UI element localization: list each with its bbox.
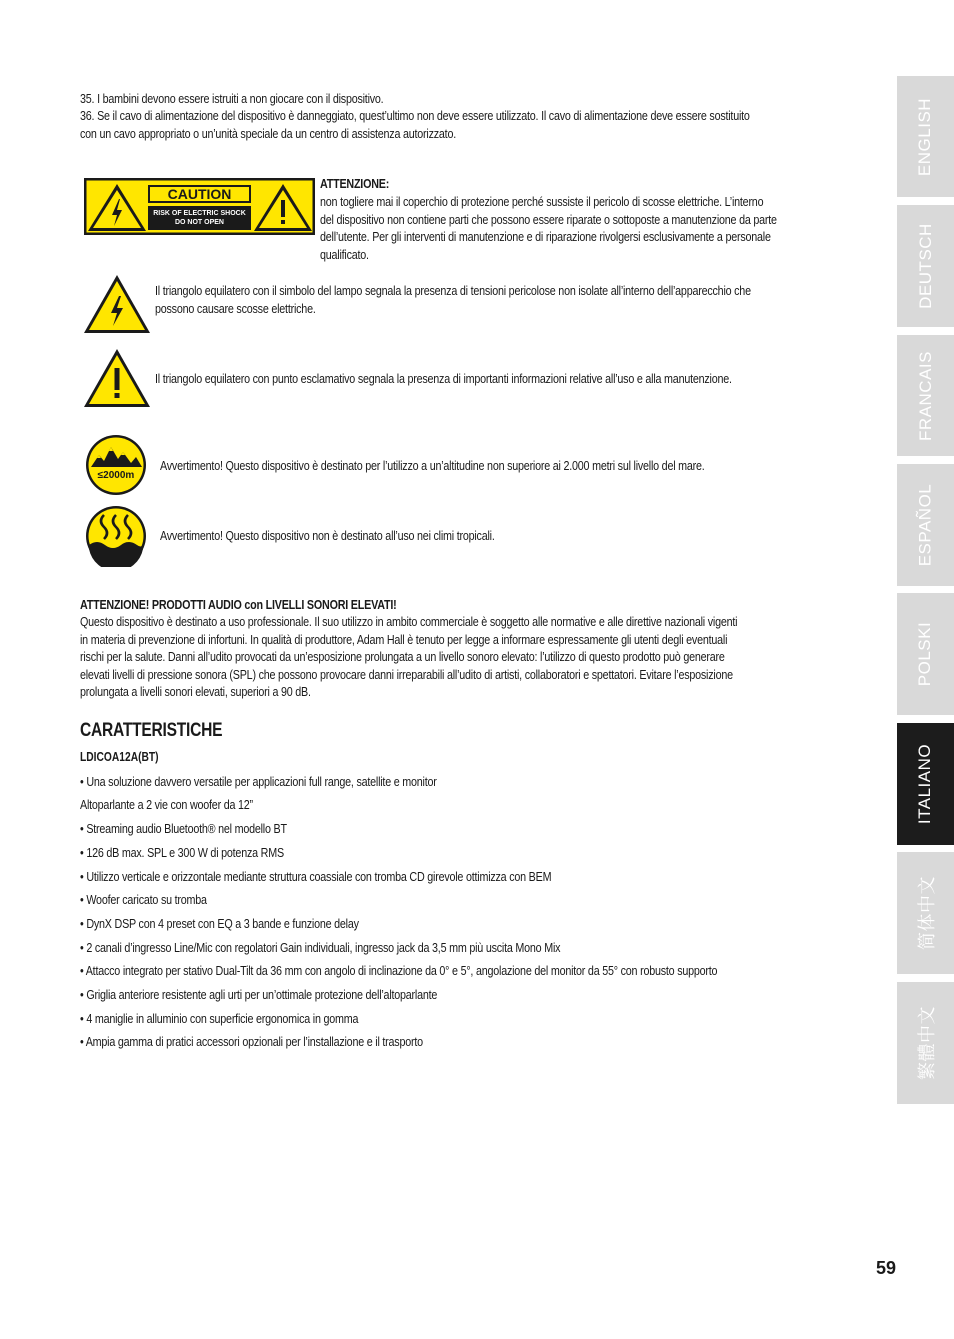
spl-line: prolungata a livelli sonori elevati, superiori a 90 dB. [80,685,311,700]
tab-label: ITALIANO [915,743,935,825]
item-36-line1: 36. Se il cavo di alimentazione del dispositivo è danneggiato, quest’ultimo non deve essere utilizzato. Il cavo di alimentazione deve essere sostituito [80,109,750,123]
item-35: 35. I bambini devono essere istruiti a non giocare con il dispositivo. [80,92,384,106]
tab-polski[interactable] [897,593,954,715]
feature-item: • Woofer caricato su tromba [80,893,207,907]
tab-italiano[interactable] [897,723,954,845]
spl-title: ATTENZIONE! PRODOTTI AUDIO con LIVELLI SONORI ELEVATI! [80,598,397,612]
caution-label [84,178,315,235]
spl-line: rischi per la salute. Danni all’udito provocati da un’esposizione prolungata a un livello sonoro elevato: l’utilizzo di questo prodotto può generare [80,650,725,665]
attention-line: qualificato. [320,247,369,262]
tab-english[interactable] [897,76,954,197]
feature-item: • Streaming audio Bluetooth® nel modello BT [80,822,287,836]
tab-label: ESPAÑOL [915,483,935,567]
attention-body [320,194,870,264]
tropical-note: Avvertimento! Questo dispositivo non è destinato all’uso nei climi tropicali. [160,529,495,543]
attention-line: non togliere mai il coperchio di protezione perché sussiste il pericolo di scosse elettriche. L’interno [320,195,764,209]
tab-label: FRANCAIS [915,350,935,441]
lightning-note-line1: Il triangolo equilatero con il simbolo del lampo segnala la presenza di tensioni pericolose non isolate all’interno dell’apparecchio che [155,284,751,298]
feature-item: • 126 dB max. SPL e 300 W di potenza RMS [80,846,284,860]
tab-label: POLSKI [915,621,935,687]
attention-line: del dispositivo non contiene parti che possono essere riparate o sottoposte a manutenzione da parte [320,212,777,227]
features-heading: CARATTERISTICHE [80,720,223,741]
tab-traditional-chinese[interactable] [897,982,954,1104]
feature-item: Altoparlante a 2 vie con woofer da 12” [80,798,253,812]
model-name: LDICOA12A(BT) [80,750,159,764]
tab-deutsch[interactable] [897,205,954,327]
lightning-note-line2: possono causare scosse elettriche. [155,301,316,316]
feature-item: • Ampia gamma di pratici accessori opzionali per l’installazione e il trasporto [80,1035,423,1049]
caution-line2: DO NOT OPEN [174,219,224,226]
spl-line: Questo dispositivo è destinato a uso professionale. Il suo utilizzo in ambito commerciale è soggetto alle normative e alle direttive nazionali vigenti [80,615,738,629]
exclamation-warning-icon [83,348,151,408]
caution-title: CAUTION [167,186,232,202]
tab-label: ENGLISH [915,97,935,176]
item-36-line2: con un cavo appropriato o un’unità speciale da un centro di assistenza autorizzato. [80,127,456,141]
lightning-warning-icon [83,274,151,334]
tropical-climate-icon [85,505,147,567]
tab-francais[interactable] [897,335,954,456]
attention-line: dell’utente. Per gli interventi di manutenzione e di riparazione rivolgersi esclusivamente a personale [320,230,771,245]
feature-item: • 4 maniglie in alluminio con superficie ergonomica in gomma [80,1012,359,1026]
feature-item: • 2 canali d’ingresso Line/Mic con regolatori Gain individuali, ingresso jack da 3,5 mm più uscita Mono Mix [80,941,561,955]
tab-simplified-chinese[interactable] [897,852,954,974]
feature-item: • Attacco integrato per stativo Dual-Tilt da 36 mm con angolo di inclinazione da 0° e 5°, angolazione del monitor da 55° con robusto supporto [80,964,718,978]
spl-line: elevati livelli di pressione sonora (SPL) che possono provocare danni irreparabili all’udito di artisti, collaboratori e spettatori. Evitare l’esposizione [80,667,733,682]
exclamation-note: Il triangolo equilatero con punto esclamativo segnala la presenza di importanti informazioni relative all’uso e alla manutenzione. [155,372,732,386]
lightning-note [155,283,886,318]
spl-line: in materia di prevenzione di infortuni. In qualità di produttore, Adam Hall è tenuto per legge a informare espressamente gli utenti degli eventuali [80,632,728,647]
feature-item: • DynX DSP con 4 preset con EQ a 3 bande e funzione delay [80,917,359,931]
feature-item: • Griglia anteriore resistente agli urti per un’ottimale protezione dell’altoparlante [80,988,438,1002]
tab-label: DEUTSCH [915,223,935,309]
caution-line1: RISK OF ELECTRIC SHOCK [153,210,246,217]
altitude-icon [85,434,147,496]
tab-label: 简体中文 [916,876,938,950]
tab-espanol[interactable] [897,464,954,586]
altitude-icon-label: ≤2000m [97,470,135,481]
page-number: 59 [875,1258,896,1278]
tab-label: 繁體中文 [916,1006,938,1080]
feature-item: • Una soluzione davvero versatile per applicazioni full range, satellite e monitor [80,775,437,789]
spl-body [80,614,868,702]
altitude-note: Avvertimento! Questo dispositivo è destinato per l’utilizzo a un’altitudine non superiore ai 2.000 metri sul livello del mare. [160,459,705,473]
attention-title: ATTENZIONE: [320,177,390,191]
feature-item: • Utilizzo verticale e orizzontale mediante struttura coassiale con tromba CD girevole ottimizza con BEM [80,870,552,884]
